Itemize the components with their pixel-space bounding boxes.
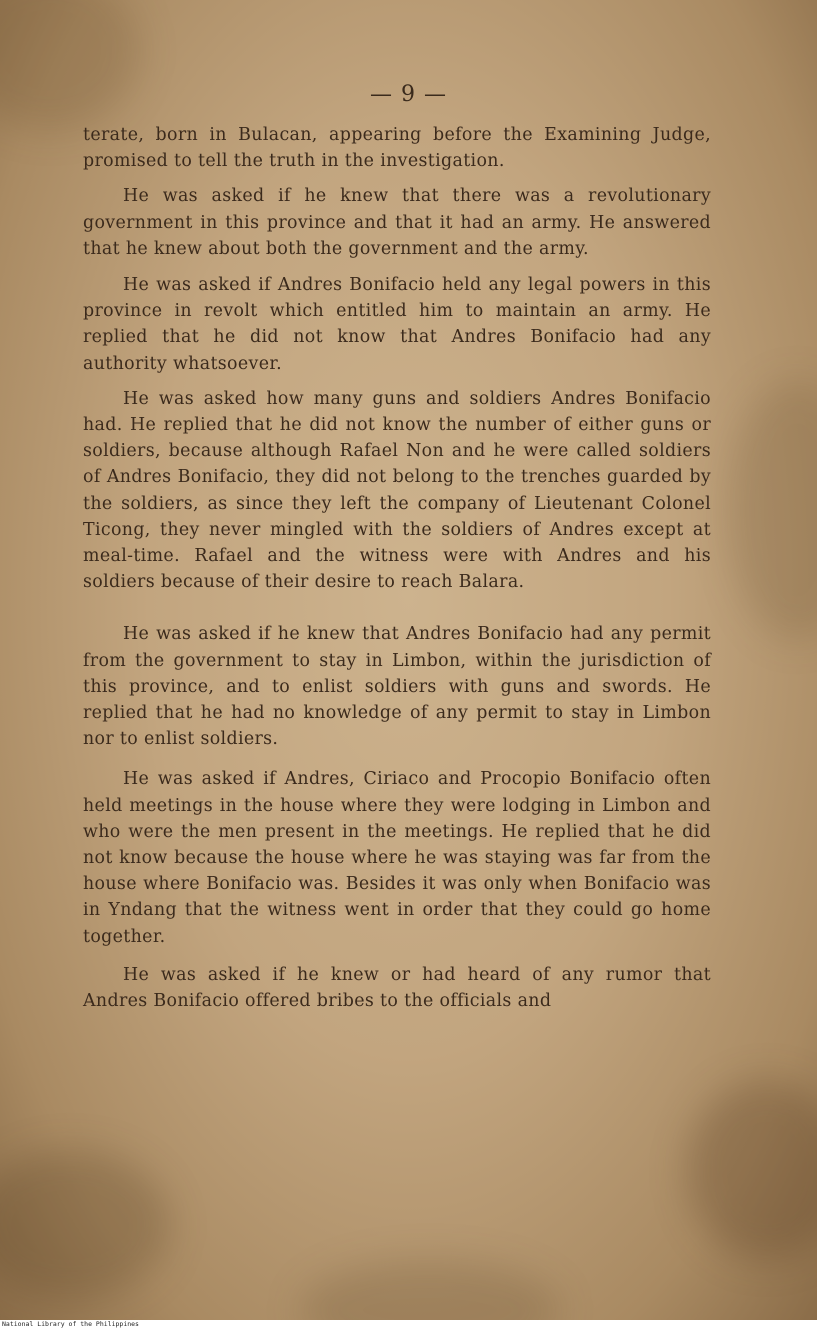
- paragraph-continuation: terate, born in Bulacan, appearing before the Examining Judge, promised to tell the truth in the investigation.: [83, 125, 711, 172]
- age-stain: [727, 380, 817, 640]
- paragraph: He was asked how many guns and soldiers Andres Bonifacio had. He replied that he did not know the number of either guns or soldiers, because although Rafael Non and he were called soldiers of Andres Bonifacio, they did not belong to the trenches guarded by the soldiers, as since they left the company of Lieutenant Colonel Ticong, they never mingled with the soldiers of Andres except at meal-time. Rafael and the witness were with Andres and his soldiers because of their desire to reach Balara.: [83, 388, 711, 593]
- paragraph: He was asked if he knew that Andres Bonifacio had any permit from the government to stay in Limbon, within the jurisdiction of this province, and to enlist soldiers with guns and swords. He replied that he had no knowledge of any permit to stay in Limbon nor to enlist soldiers.: [83, 624, 711, 750]
- age-stain: [0, 0, 140, 130]
- paragraph: He was asked if Andres, Ciriaco and Procopio Bonifacio often held meetings in the house where they were lodging in Limbon and who were the men present in the meetings. He replied that he did not know because the house where he was staying was far from the house where Bonifacio was. Besides it was only when Bonifacio was in Yndang that the witness went in order that they could go home together.: [83, 769, 711, 947]
- age-stain: [300, 1260, 560, 1320]
- paragraph: He was asked if Andres Bonifacio held any legal powers in this province in revolt which entitled him to maintain an army. He replied that he did not know that Andres Bonifacio had any authority whatsoever.: [83, 275, 711, 374]
- document-body: [83, 122, 711, 1014]
- paragraph: He was asked if he knew or had heard of any rumor that Andres Bonifacio offered bribes to the officials and: [83, 964, 711, 1012]
- paragraph: He was asked if he knew that there was a revolutionary government in this province and that it had an army. He answered that he knew about both the government and the army.: [83, 186, 711, 259]
- age-stain: [687, 1080, 817, 1260]
- library-credit: National Library of the Philippines: [2, 1320, 139, 1328]
- page-number: — 9 —: [370, 82, 447, 107]
- age-stain: [0, 1150, 170, 1300]
